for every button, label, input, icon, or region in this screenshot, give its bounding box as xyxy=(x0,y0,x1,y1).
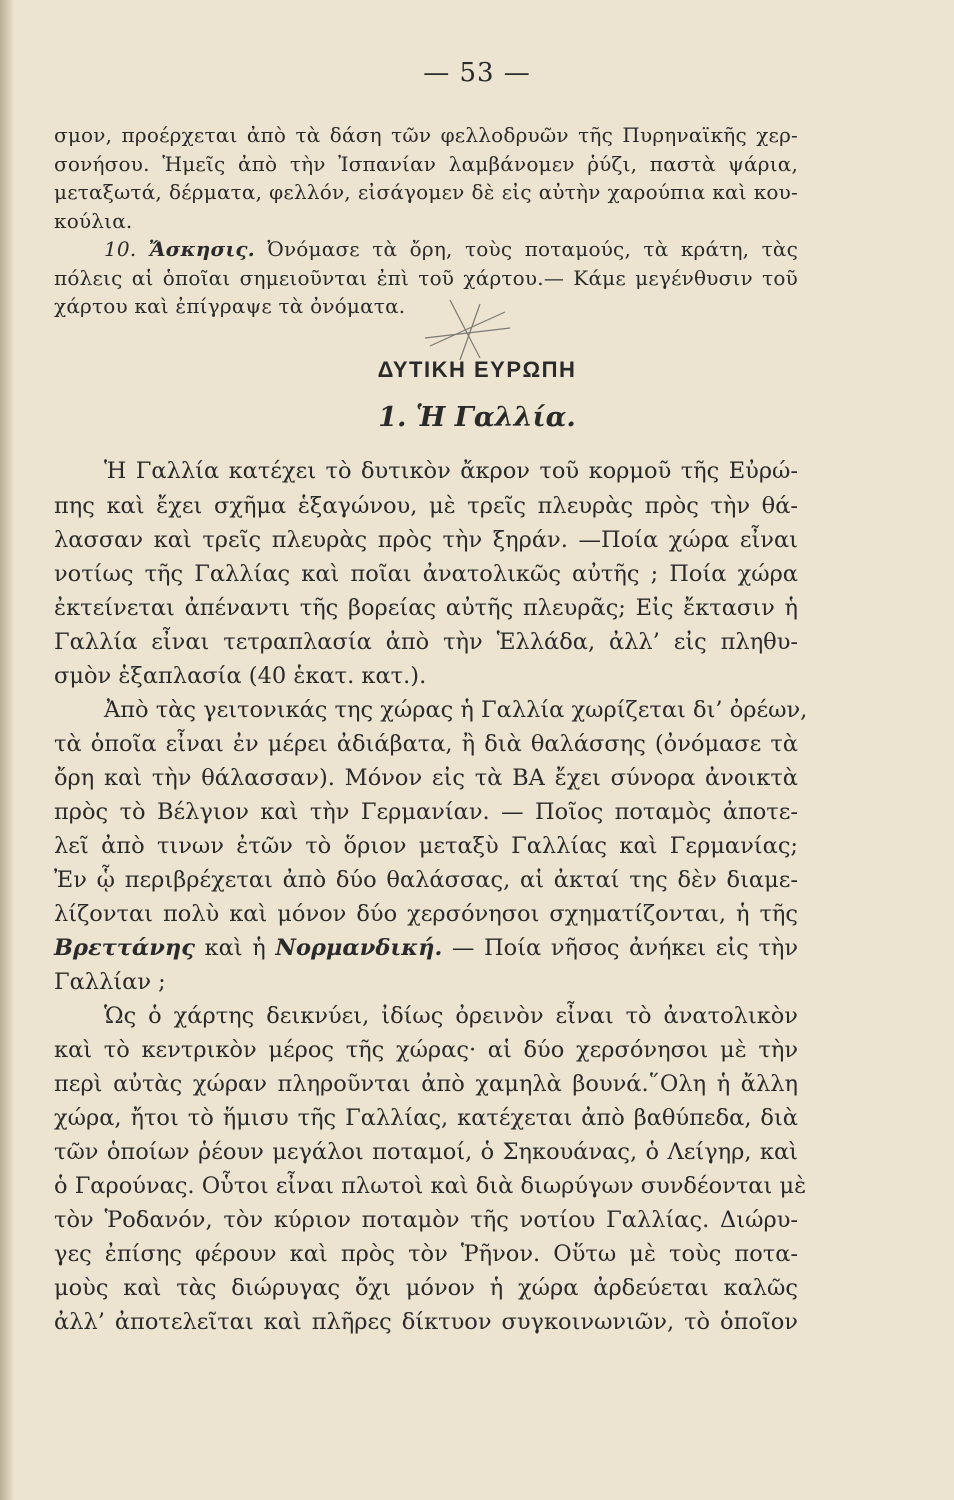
term-normandy: Νορμανδική. xyxy=(275,935,443,961)
body-line: λασσαν καὶ τρεῖς πλευρὰς πρὸς τὴν ξηράν. —Ποία χώρα εἶναι xyxy=(54,527,798,553)
body-line: ὁ Γαρούνας. Οὗτοι εἶναι πλωτοὶ καὶ διὰ διωρύγων συνδέονται μὲ xyxy=(54,1173,807,1199)
body-line: τὸν Ῥοδανόν, τὸν κύριον ποταμὸν τῆς νοτίου Γαλλίας. Διώρυ- xyxy=(54,1207,798,1233)
page-number: — 53 — xyxy=(423,58,531,88)
body-line: περὶ αὐτὰς χώραν πληροῦνται ἀπὸ χαμηλὰ βουνά.῞Ολη ἡ ἄλλη xyxy=(54,1071,798,1097)
body-line: τὰ ὁποῖα εἶναι ἐν μέρει ἀδιάβατα, ἢ διὰ θαλάσσης (ὀνόμασε τὰ xyxy=(54,731,798,757)
subheading: 1. Ἡ Γαλλία. xyxy=(378,402,576,433)
term-bretagne: Βρεττάνης xyxy=(54,935,195,961)
exercise-line xyxy=(104,237,798,261)
body-line: χώρα, ἤτοι τὸ ἥμισυ τῆς Γαλλίας, κατέχεται ἀπὸ βαθύπεδα, διὰ xyxy=(54,1105,798,1131)
exercise-text: Ὀνόμασε τὰ ὄρη, τοὺς ποταμούς, τὰ κράτη, τὰς xyxy=(267,237,798,261)
body-line: νοτίως τῆς Γαλλίας καὶ ποῖαι ἀνατολικῶς αὐτῆς ; Ποία χώρα xyxy=(54,561,798,587)
body-line: μοὺς καὶ τὰς διώρυγας ὄχι μόνον ἡ χώρα ἀρδεύεται καλῶς xyxy=(54,1275,798,1301)
body-line: Γαλλίαν ; xyxy=(54,969,166,995)
text-line: κούλια. xyxy=(54,209,133,233)
section-heading: ΔΥΤΙΚΗ ΕΥΡΩΠΗ xyxy=(377,357,577,382)
body-line: Γαλλία εἶναι τετραπλασία ἀπὸ τὴν Ἑλλάδα, ἀλλ’ εἰς πληθυ- xyxy=(54,629,798,655)
exercise-label: Ἄσκησις. xyxy=(148,237,255,261)
body-line: ὄρη καὶ τὴν θάλασσαν). Μόνον εἰς τὰ ΒΑ ἔχει σύνορα ἀνοικτὰ xyxy=(54,765,798,791)
body-line: Ἀπὸ τὰς γειτονικάς της χώρας ἡ Γαλλία χωρίζεται δι’ ὀρέων, xyxy=(104,697,808,723)
body-line: ἀλλ’ ἀποτελεῖται καὶ πλῆρες δίκτυον συγκοινωνιῶν, τὸ ὁποῖον xyxy=(54,1309,798,1335)
text-line: μεταξωτά, δέρματα, φελλόν, εἰσάγομεν δὲ εἰς αὐτὴν χαρούπια καὶ κου- xyxy=(54,180,798,204)
text-line: σονήσου. Ἡμεῖς ἀπὸ τὴν Ἰσπανίαν λαμβάνομεν ῥύζι, παστὰ ψάρια, xyxy=(54,152,798,176)
body-line: ἐκτείνεται ἀπέναντι τῆς βορείας αὐτῆς πλευρᾶς; Εἰς ἔκτασιν ἡ xyxy=(54,595,798,621)
exercise-line: χάρτου καὶ ἐπίγραψε τὰ ὀνόματα. xyxy=(54,294,406,318)
exercise-number: 10. xyxy=(104,237,137,261)
page-edge-shadow xyxy=(0,0,14,1500)
exercise-line: πόλεις αἱ ὁποῖαι σημειοῦνται ἐπὶ τοῦ χάρτου.— Κάμε μεγένθυσιν τοῦ xyxy=(54,266,798,290)
body-line: Ἐν ᾧ περιβρέχεται ἀπὸ δύο θαλάσσας, αἱ ἀκταί της δὲν διαμε- xyxy=(54,867,798,893)
text-span: καὶ ἡ xyxy=(194,935,276,961)
body-line: πρὸς τὸ Βέλγιον καὶ τὴν Γερμανίαν. — Ποῖος ποταμὸς ἀποτε- xyxy=(54,799,798,825)
body-line xyxy=(54,935,798,961)
text-line: σμον, προέρχεται ἀπὸ τὰ δάση τῶν φελλοδρυῶν τῆς Πυρηναϊκῆς χερ- xyxy=(54,123,798,147)
compass-mark-icon xyxy=(420,300,530,360)
body-line: λεῖ ἀπὸ τινων ἐτῶν τὸ ὅριον μεταξὺ Γαλλίας καὶ Γερμανίας; xyxy=(54,833,798,859)
body-line: σμὸν ἑξαπλασία (40 ἑκατ. κατ.). xyxy=(54,663,427,689)
body-line: Ἡ Γαλλία κατέχει τὸ δυτικὸν ἄκρον τοῦ κορμοῦ τῆς Εὐρώ- xyxy=(104,458,798,484)
body-line: πης καὶ ἔχει σχῆμα ἑξαγώνου, μὲ τρεῖς πλευρὰς πρὸς τὴν θά- xyxy=(54,493,798,519)
body-line: λίζονται πολὺ καὶ μόνον δύο χερσόνησοι σχηματίζονται, ἡ τῆς xyxy=(54,901,798,927)
body-line: γες ἐπίσης φέρουν καὶ πρὸς τὸν Ῥῆνον. Οὕτω μὲ τοὺς ποτα- xyxy=(54,1241,798,1267)
body-line: τῶν ὁποίων ῥέουν μεγάλοι ποταμοί, ὁ Σηκουάνας, ὁ Λείγηρ, καὶ xyxy=(54,1139,798,1165)
body-line: Ὡς ὁ χάρτης δεικνύει, ἰδίως ὀρεινὸν εἶναι τὸ ἀνατολικὸν xyxy=(104,1003,798,1029)
body-line: καὶ τὸ κεντρικὸν μέρος τῆς χώρας· αἱ δύο χερσόνησοι μὲ τὴν xyxy=(54,1037,798,1063)
text-span: — Ποία νῆσος ἀνήκει εἰς τὴν xyxy=(442,935,799,961)
